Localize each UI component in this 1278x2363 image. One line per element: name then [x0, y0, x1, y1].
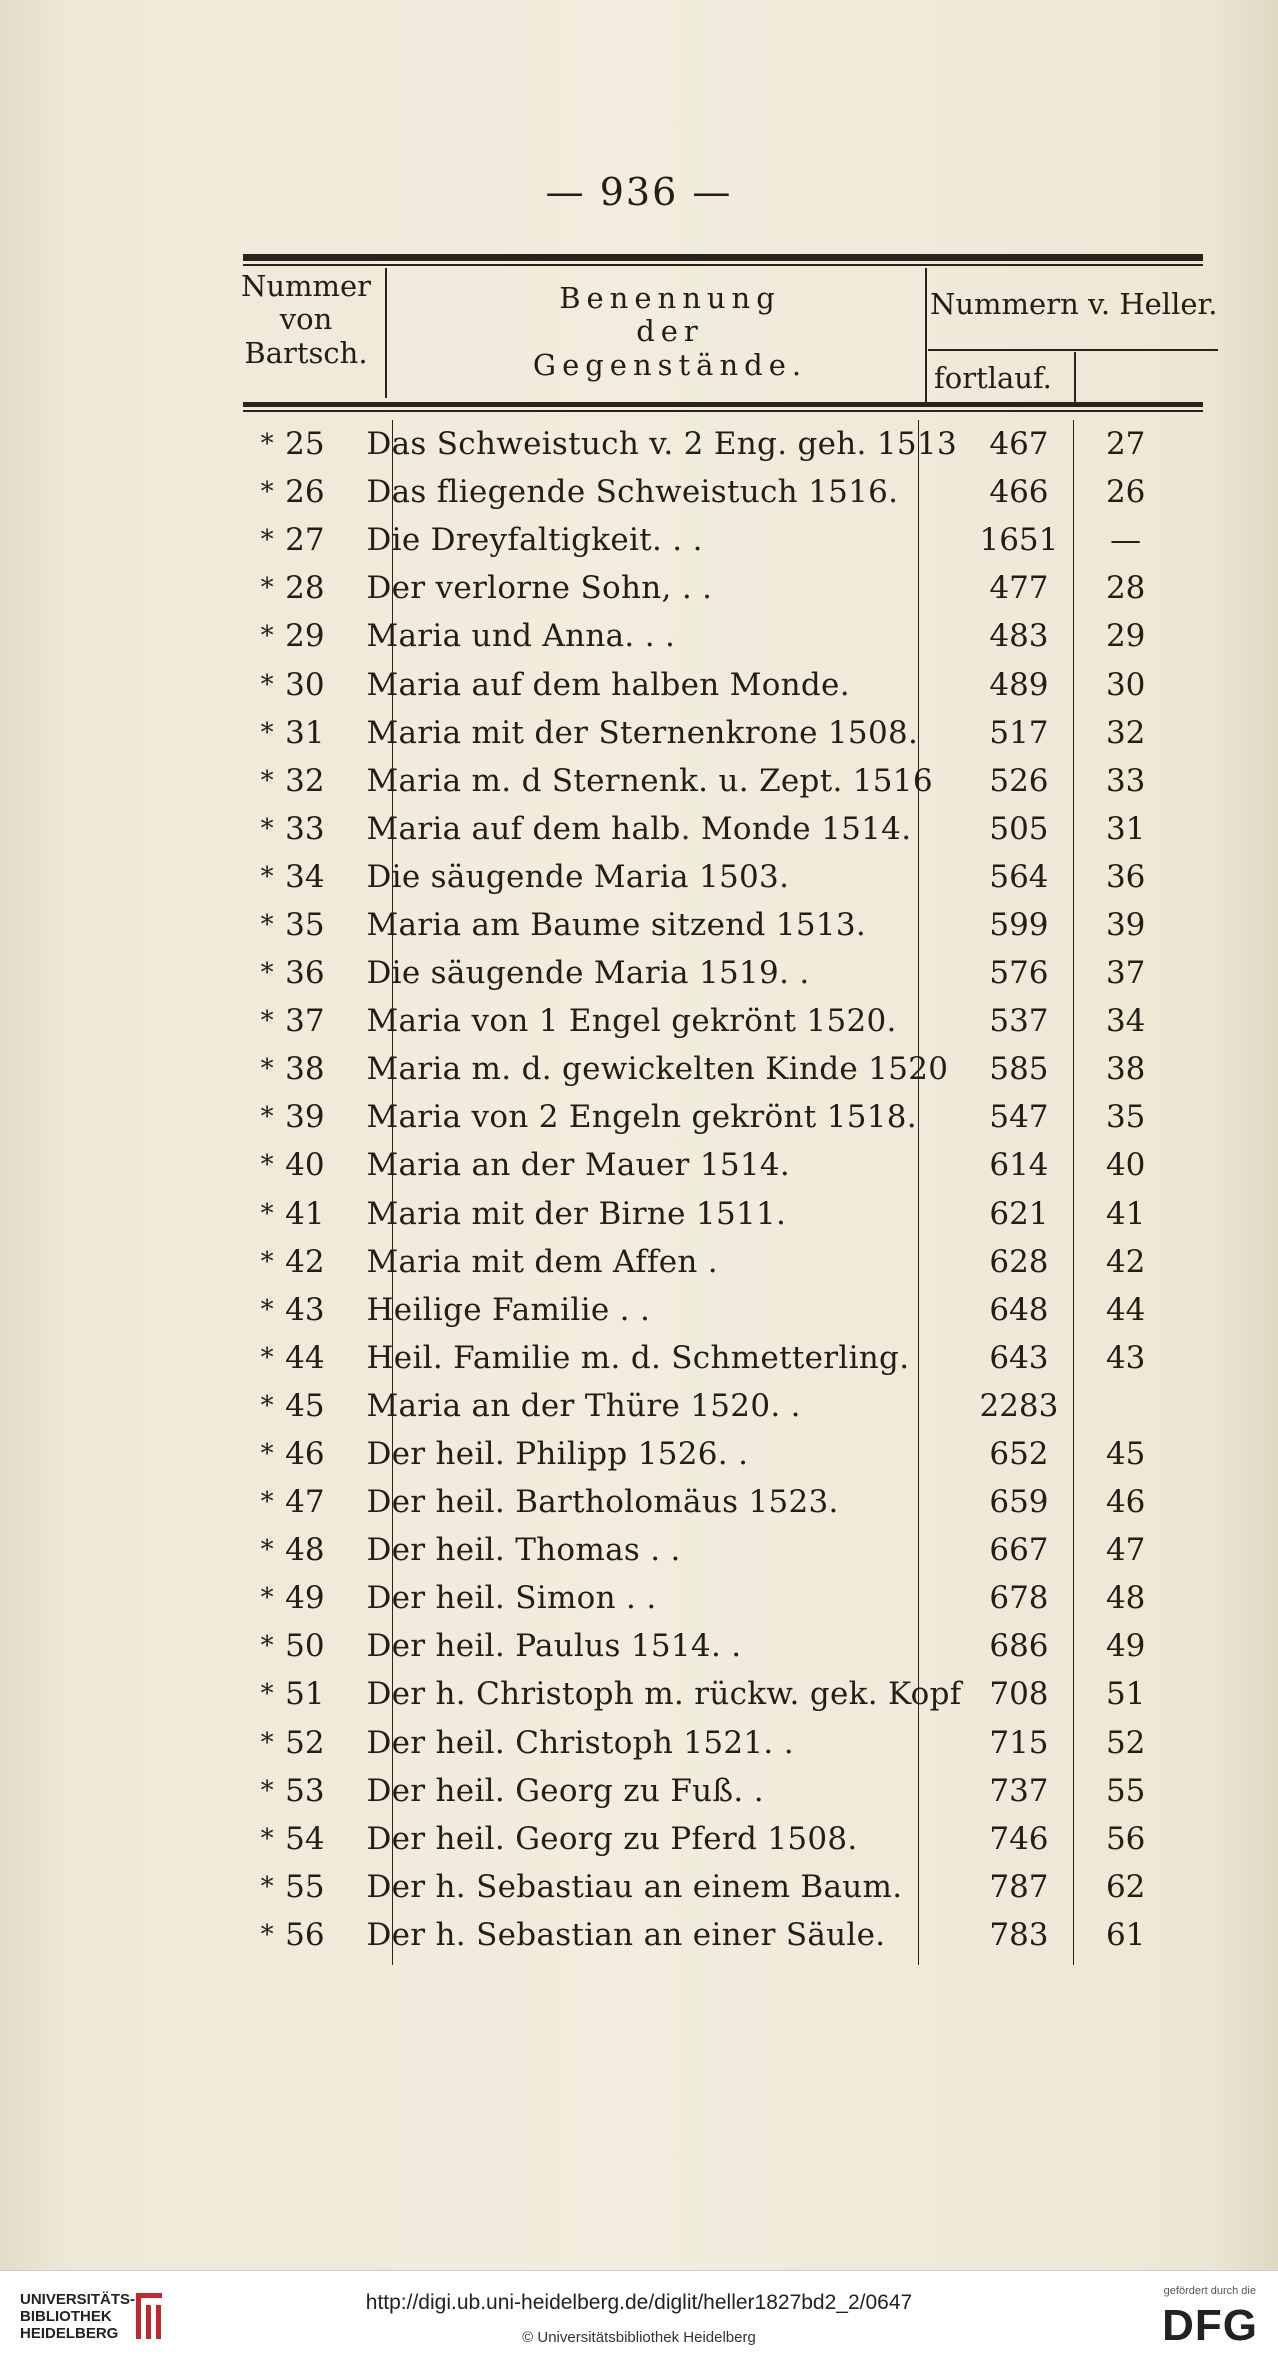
fortlauf-number: 678	[989, 1580, 1049, 1617]
item-title: Die säugende Maria 1519. .	[366, 955, 810, 992]
bartsch-number: 33	[285, 810, 325, 847]
item-title: Maria an der Thüre 1520. .	[366, 1387, 801, 1424]
asterisk-mark: *	[260, 1246, 274, 1277]
item-title: Der heil. Thomas . .	[366, 1532, 681, 1569]
heller-number: 35	[1105, 1099, 1146, 1136]
table-row	[255, 1478, 1175, 1526]
institution-line-2: BIBLIOTHEK	[20, 2308, 112, 2325]
dfg-logo: DFG	[1162, 2301, 1258, 2350]
table-row	[255, 1286, 1175, 1334]
institution-line-3: HEIDELBERG	[20, 2325, 119, 2342]
table-row	[255, 1815, 1175, 1863]
table-row	[255, 1334, 1175, 1382]
fortlauf-number: 2283	[979, 1387, 1059, 1424]
table-header-rule-thin	[243, 410, 1203, 412]
table-row	[255, 612, 1175, 660]
bartsch-number: 34	[285, 858, 325, 895]
asterisk-mark: *	[260, 669, 274, 700]
fortlauf-number: 547	[989, 1099, 1049, 1136]
bartsch-number: 50	[285, 1628, 325, 1665]
heller-number: 62	[1105, 1868, 1146, 1905]
table-row	[255, 516, 1175, 564]
heller-number: 34	[1105, 1003, 1146, 1040]
item-title: Der verlorne Sohn, . .	[366, 570, 713, 607]
bartsch-number: 27	[285, 522, 325, 559]
item-title: Heil. Familie m. d. Schmetterling.	[366, 1339, 910, 1376]
table-row	[255, 1767, 1175, 1815]
heller-number: 56	[1105, 1820, 1146, 1857]
fortlauf-number: 643	[989, 1339, 1049, 1376]
heller-number: 49	[1105, 1628, 1146, 1665]
bartsch-number: 48	[285, 1532, 325, 1569]
asterisk-mark: *	[260, 477, 274, 508]
table-row	[255, 853, 1175, 901]
fortlauf-number: 746	[989, 1820, 1049, 1857]
fortlauf-number: 585	[989, 1051, 1049, 1088]
table-row	[255, 1093, 1175, 1141]
heller-number: 48	[1105, 1580, 1146, 1617]
asterisk-mark: *	[260, 1583, 274, 1614]
asterisk-mark: *	[260, 717, 274, 748]
table-row	[255, 1045, 1175, 1093]
copyright-notice: © Universitätsbibliothek Heidelberg	[522, 2329, 756, 2346]
header-title-line3: Gegenstände.	[532, 347, 808, 382]
item-title: Der h. Sebastian an einer Säule.	[366, 1916, 886, 1953]
table-row	[255, 1382, 1175, 1430]
table-top-rule	[243, 254, 1203, 261]
table-header-rule	[243, 402, 1203, 407]
heller-number: 40	[1105, 1147, 1146, 1184]
heller-number: 41	[1105, 1195, 1146, 1232]
item-title: Der heil. Georg zu Fuß. .	[366, 1772, 764, 1809]
item-title: Der heil. Philipp 1526. .	[366, 1436, 749, 1473]
asterisk-mark: *	[260, 861, 274, 892]
header-title	[440, 282, 900, 382]
heller-number: 37	[1105, 955, 1146, 992]
fortlauf-number: 564	[989, 858, 1049, 895]
header-heller-numbers: Nummern v. Heller.	[930, 287, 1218, 321]
header-title-line2: der	[636, 314, 704, 349]
bartsch-number: 30	[285, 666, 325, 703]
fortlauf-number: 708	[989, 1676, 1049, 1713]
bartsch-number: 44	[285, 1339, 325, 1376]
bartsch-number: 35	[285, 906, 325, 943]
bartsch-number: 55	[285, 1868, 325, 1905]
fortlauf-number: 599	[989, 906, 1049, 943]
fortlauf-number: 477	[989, 570, 1049, 607]
fortlauf-number: 466	[989, 474, 1049, 511]
bartsch-number: 28	[285, 570, 325, 607]
item-title: Maria von 1 Engel gekrönt 1520.	[366, 1003, 897, 1040]
asterisk-mark: *	[260, 1054, 274, 1085]
heller-number: —	[1110, 522, 1142, 559]
fortlauf-number: 467	[989, 426, 1049, 463]
item-title: Maria mit der Sternenkrone 1508.	[366, 714, 919, 751]
fortlauf-number: 628	[989, 1243, 1049, 1280]
item-title: Maria am Baume sitzend 1513.	[366, 906, 867, 943]
heller-number: 38	[1105, 1051, 1146, 1088]
item-title: Heilige Familie . .	[366, 1291, 651, 1328]
fortlauf-number: 614	[989, 1147, 1049, 1184]
heller-number: 31	[1105, 810, 1146, 847]
item-title: Maria an der Mauer 1514.	[366, 1147, 791, 1184]
bartsch-number: 51	[285, 1676, 325, 1713]
heller-number: 33	[1105, 762, 1146, 799]
asterisk-mark: *	[260, 958, 274, 989]
fortlauf-number: 526	[989, 762, 1049, 799]
fortlauf-number: 621	[989, 1195, 1049, 1232]
bartsch-number: 29	[285, 618, 325, 655]
asterisk-mark: *	[260, 1919, 274, 1950]
institution-line-1: UNIVERSITÄTS-	[20, 2291, 136, 2308]
permalink-url[interactable]: http://digi.ub.uni-heidelberg.de/diglit/heller1827bd2_2/0647	[365, 2291, 913, 2314]
heller-number: 43	[1105, 1339, 1146, 1376]
heller-number: 36	[1105, 858, 1146, 895]
table-top-rule-thin	[243, 264, 1203, 266]
table-row	[255, 1719, 1175, 1767]
heller-number: 28	[1105, 570, 1146, 607]
item-title: Der heil. Christoph 1521. .	[366, 1724, 794, 1761]
heller-number: 52	[1105, 1724, 1146, 1761]
header-bartsch-number: Nummer von Bartsch.	[240, 269, 372, 370]
header-divider-3	[1074, 352, 1076, 404]
fortlauf-number: 715	[989, 1724, 1049, 1761]
bartsch-number: 36	[285, 955, 325, 992]
fortlauf-number: 648	[989, 1291, 1049, 1328]
heller-number: 27	[1105, 426, 1146, 463]
fortlauf-number: 659	[989, 1484, 1049, 1521]
fortlauf-number: 517	[989, 714, 1049, 751]
bartsch-number: 53	[285, 1772, 325, 1809]
heller-number: 44	[1105, 1291, 1146, 1328]
item-title: Das fliegende Schweistuch 1516.	[366, 474, 899, 511]
heller-number: 30	[1105, 666, 1146, 703]
bartsch-number: 39	[285, 1099, 325, 1136]
bartsch-number: 31	[285, 714, 325, 751]
item-title: Maria auf dem halb. Monde 1514.	[366, 810, 912, 847]
bartsch-number: 38	[285, 1051, 325, 1088]
bartsch-number: 25	[285, 426, 325, 463]
table-row	[255, 757, 1175, 805]
header-subline	[928, 349, 1218, 351]
heller-number: 45	[1105, 1436, 1146, 1473]
table-row	[255, 1670, 1175, 1718]
item-title: Der heil. Paulus 1514. .	[366, 1628, 742, 1665]
fortlauf-number: 667	[989, 1532, 1049, 1569]
asterisk-mark: *	[260, 573, 274, 604]
heller-number: 51	[1105, 1676, 1146, 1713]
table-row	[255, 1863, 1175, 1911]
fortlauf-number: 489	[989, 666, 1049, 703]
item-title: Maria und Anna. . .	[366, 618, 676, 655]
asterisk-mark: *	[260, 765, 274, 796]
item-title: Maria von 2 Engeln gekrönt 1518.	[366, 1099, 917, 1136]
table-row	[255, 997, 1175, 1045]
asterisk-mark: *	[260, 1823, 274, 1854]
fortlauf-number: 1651	[979, 522, 1059, 559]
table-row	[255, 1430, 1175, 1478]
asterisk-mark: *	[260, 1198, 274, 1229]
fortlauf-number: 686	[989, 1628, 1049, 1665]
bartsch-number: 26	[285, 474, 325, 511]
table-row	[255, 1190, 1175, 1238]
asterisk-mark: *	[260, 1006, 274, 1037]
header-fortlauf: fortlauf.	[934, 361, 1052, 395]
table-row	[255, 1238, 1175, 1286]
table-row	[255, 1574, 1175, 1622]
bartsch-number: 56	[285, 1916, 325, 1953]
bartsch-number: 46	[285, 1436, 325, 1473]
item-title: Die Dreyfaltigkeit. . .	[366, 522, 703, 559]
asterisk-mark: *	[260, 1727, 274, 1758]
item-title: Die säugende Maria 1503.	[366, 858, 790, 895]
heller-number: 39	[1105, 906, 1146, 943]
table-row	[255, 901, 1175, 949]
fortlauf-number: 576	[989, 955, 1049, 992]
table-row	[255, 1526, 1175, 1574]
asterisk-mark: *	[260, 1535, 274, 1566]
bartsch-number: 47	[285, 1484, 325, 1521]
fortlauf-number: 787	[989, 1868, 1049, 1905]
table-row	[255, 949, 1175, 997]
asterisk-mark: *	[260, 1150, 274, 1181]
item-title: Das Schweistuch v. 2 Eng. geh. 1513	[366, 426, 957, 463]
asterisk-mark: *	[260, 1390, 274, 1421]
heller-number: 46	[1105, 1484, 1146, 1521]
fortlauf-number: 783	[989, 1916, 1049, 1953]
table-row	[255, 468, 1175, 516]
asterisk-mark: *	[260, 1294, 274, 1325]
asterisk-mark: *	[260, 1439, 274, 1470]
header-divider-1	[385, 268, 387, 398]
header-divider-2	[925, 268, 927, 404]
asterisk-mark: *	[260, 1631, 274, 1662]
heller-number: 26	[1105, 474, 1146, 511]
item-title: Der heil. Simon . .	[366, 1580, 657, 1617]
fortlauf-number: 505	[989, 810, 1049, 847]
item-title: Der h. Christoph m. rückw. gek. Kopf	[366, 1676, 962, 1713]
asterisk-mark: *	[260, 1102, 274, 1133]
fortlauf-number: 537	[989, 1003, 1049, 1040]
header-title-line1: Benennung	[559, 281, 781, 315]
funding-note: gefördert durch die	[1163, 2285, 1256, 2297]
asterisk-mark: *	[260, 1871, 274, 1902]
table-row	[255, 1141, 1175, 1189]
bartsch-number: 41	[285, 1195, 325, 1232]
heller-number	[1076, 1382, 1175, 1430]
asterisk-mark: *	[260, 1487, 274, 1518]
asterisk-mark: *	[260, 1342, 274, 1373]
table-row	[255, 709, 1175, 757]
item-title: Maria m. d. gewickelten Kinde 1520	[366, 1051, 949, 1088]
bartsch-number: 43	[285, 1291, 325, 1328]
bartsch-number: 52	[285, 1724, 325, 1761]
page-number: — 936 —	[545, 170, 733, 214]
asterisk-mark: *	[260, 429, 274, 460]
asterisk-mark: *	[260, 909, 274, 940]
heller-number: 32	[1105, 714, 1146, 751]
asterisk-mark: *	[260, 1775, 274, 1806]
footer-bar	[0, 2270, 1278, 2363]
fortlauf-number: 737	[989, 1772, 1049, 1809]
item-title: Der heil. Bartholomäus 1523.	[366, 1484, 839, 1521]
asterisk-mark: *	[260, 813, 274, 844]
asterisk-mark: *	[260, 1679, 274, 1710]
bartsch-number: 40	[285, 1147, 325, 1184]
bartsch-number: 45	[285, 1387, 325, 1424]
item-title: Der heil. Georg zu Pferd 1508.	[366, 1820, 858, 1857]
bartsch-number: 42	[285, 1243, 325, 1280]
asterisk-mark: *	[260, 525, 274, 556]
heller-number: 42	[1105, 1243, 1146, 1280]
heller-number: 29	[1105, 618, 1146, 655]
heller-number: 47	[1105, 1532, 1146, 1569]
bartsch-number: 54	[285, 1820, 325, 1857]
item-title: Maria mit der Birne 1511.	[366, 1195, 787, 1232]
table-row	[255, 1622, 1175, 1670]
table-row	[255, 420, 1175, 468]
bartsch-number: 49	[285, 1580, 325, 1617]
bartsch-number: 37	[285, 1003, 325, 1040]
asterisk-mark: *	[260, 621, 274, 652]
fortlauf-number: 483	[989, 618, 1049, 655]
heller-number: 61	[1105, 1916, 1146, 1953]
heller-number: 55	[1105, 1772, 1146, 1809]
item-title: Maria mit dem Affen .	[366, 1243, 718, 1280]
table-row	[255, 660, 1175, 708]
table-row	[255, 564, 1175, 612]
catalogue-table	[255, 420, 1175, 1959]
table-row	[255, 805, 1175, 853]
item-title: Maria m. d Sternenk. u. Zept. 1516	[366, 762, 933, 799]
fortlauf-number: 652	[989, 1436, 1049, 1473]
item-title: Maria auf dem halben Monde.	[366, 666, 850, 703]
table-row	[255, 1911, 1175, 1959]
bartsch-number: 32	[285, 762, 325, 799]
item-title: Der h. Sebastiau an einem Baum.	[366, 1868, 903, 1905]
